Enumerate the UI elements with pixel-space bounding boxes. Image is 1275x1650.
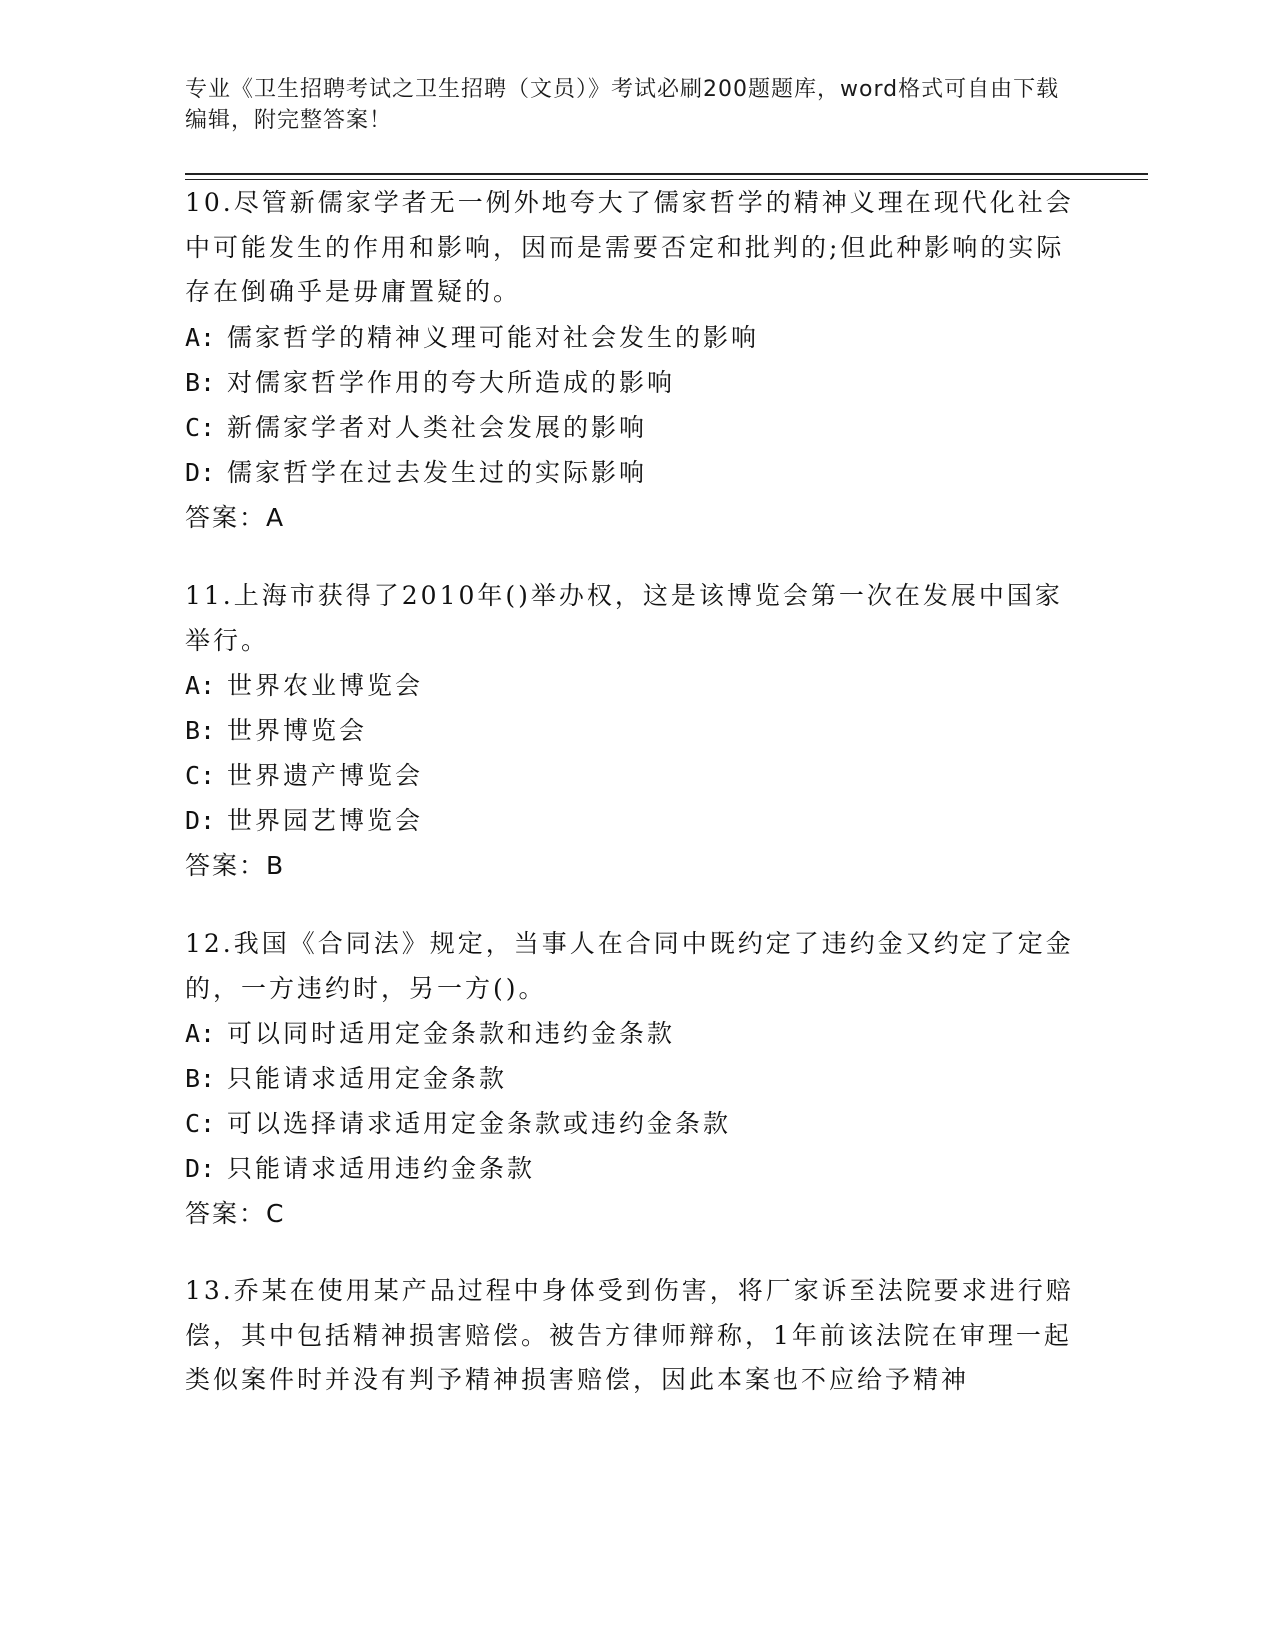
question-stem: 12.我国《合同法》规定，当事人在合同中既约定了违约金又约定了定金的，一方违约时，另一方()。 (185, 929, 1074, 1003)
option-d (185, 798, 1085, 843)
question-12 (185, 922, 1085, 1236)
option-text: 新儒家学者对人类社会发展的影响 (227, 412, 648, 442)
option-text: 对儒家哲学作用的夸大所造成的影响 (227, 367, 676, 397)
option-text: 儒家哲学的精神义理可能对社会发生的影响 (227, 322, 760, 352)
option-d (185, 1146, 1085, 1191)
option-c (185, 1101, 1085, 1146)
option-c (185, 753, 1085, 798)
document-header: 专业《卫生招聘考试之卫生招聘（文员）》考试必刷200题题库，word格式可自由下载编辑，附完整答案！ (185, 77, 1060, 133)
option-d (185, 450, 1085, 495)
option-text: 世界农业博览会 (227, 671, 424, 700)
answer-line: 答案：B (185, 851, 286, 880)
option-text: 可以选择请求适用定金条款或违约金条款 (227, 1109, 732, 1138)
option-key: C: (185, 1109, 216, 1138)
answer-line: 答案：C (185, 1199, 286, 1228)
option-key: B: (185, 716, 216, 745)
option-a (185, 315, 1085, 360)
question-13 (185, 1269, 1085, 1403)
option-key: C: (185, 761, 216, 790)
option-b (185, 708, 1085, 753)
option-key: A: (185, 322, 216, 352)
option-key: D: (185, 1154, 216, 1183)
option-key: B: (185, 367, 216, 397)
option-text: 儒家哲学在过去发生过的实际影响 (227, 457, 648, 487)
answer-line: 答案：A (185, 502, 286, 532)
option-text: 可以同时适用定金条款和违约金条款 (227, 1019, 676, 1048)
option-key: C: (185, 412, 216, 442)
question-11 (185, 574, 1085, 888)
option-text: 世界遗产博览会 (227, 761, 424, 790)
option-key: A: (185, 671, 216, 700)
option-text: 只能请求适用定金条款 (227, 1064, 508, 1093)
option-key: D: (185, 806, 216, 835)
option-c (185, 405, 1085, 450)
option-text: 世界园艺博览会 (227, 806, 424, 835)
header-rule-thick (185, 173, 1148, 175)
option-a (185, 663, 1085, 708)
question-10 (185, 181, 1085, 540)
question-stem: 10.尽管新儒家学者无一例外地夸大了儒家哲学的精神义理在现代化社会中可能发生的作用和影响，因而是需要否定和批判的;但此种影响的实际存在倒确乎是毋庸置疑的。 (185, 188, 1074, 306)
option-key: B: (185, 1064, 216, 1093)
header-rule-thin (185, 179, 1148, 180)
option-text: 只能请求适用违约金条款 (227, 1154, 536, 1183)
option-text: 世界博览会 (227, 716, 368, 745)
question-stem: 13.乔某在使用某产品过程中身体受到伤害，将厂家诉至法院要求进行赔偿，其中包括精神损害赔偿。被告方律师辩称，1年前该法院在审理一起类似案件时并没有判予精神损害赔偿，因此本案也不应给予精神 (185, 1276, 1074, 1394)
option-a (185, 1011, 1085, 1056)
option-key: D: (185, 457, 216, 487)
option-key: A: (185, 1019, 216, 1048)
option-b (185, 1056, 1085, 1101)
option-b (185, 360, 1085, 405)
question-stem: 11.上海市获得了2010年()举办权，这是该博览会第一次在发展中国家举行。 (185, 581, 1063, 655)
